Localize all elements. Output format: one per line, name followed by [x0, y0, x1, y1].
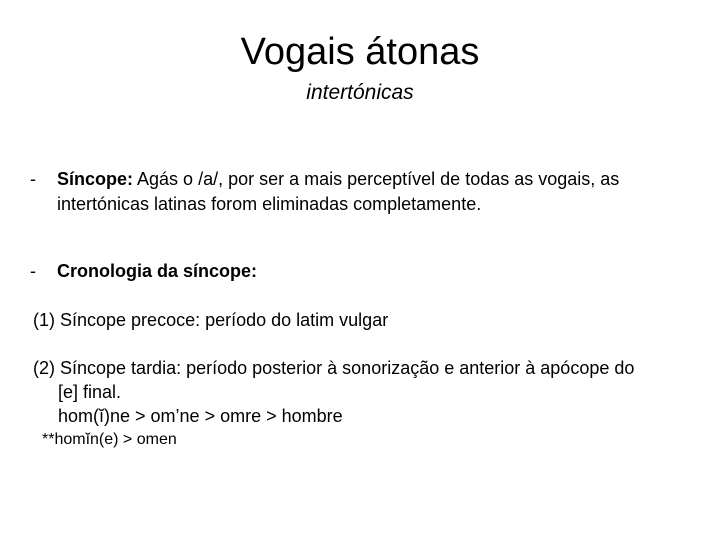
- sincope-line-2: intertónicas latinas forom eliminadas completamente.: [57, 194, 482, 214]
- sincope-line-1: [57, 167, 619, 191]
- bullet-dash: -: [30, 169, 36, 189]
- sincope-text-1: Agás o /a/, por ser a mais perceptível de todas as vogais, as: [133, 169, 620, 189]
- cronologia-term: Cronologia da síncope:: [57, 261, 258, 281]
- example-omen: **homĭn(e) > omen: [42, 431, 177, 448]
- example-hombre: hom(ĭ)ne > om’ne > omre > hombre: [58, 406, 343, 426]
- slide-title: Vogais átonas: [240, 31, 480, 73]
- sincope-term: Síncope:: [57, 169, 134, 189]
- line-sincope-precoce: (1) Síncope precoce: período do latim vulgar: [33, 310, 389, 330]
- line-sincope-tardia-1: (2) Síncope tardia: período posterior à sonorização e anterior à apócope do: [33, 358, 635, 378]
- bullet-dash: -: [30, 261, 36, 281]
- line-sincope-tardia-2: [e] final.: [58, 382, 122, 402]
- slide-subtitle: intertónicas: [306, 81, 414, 104]
